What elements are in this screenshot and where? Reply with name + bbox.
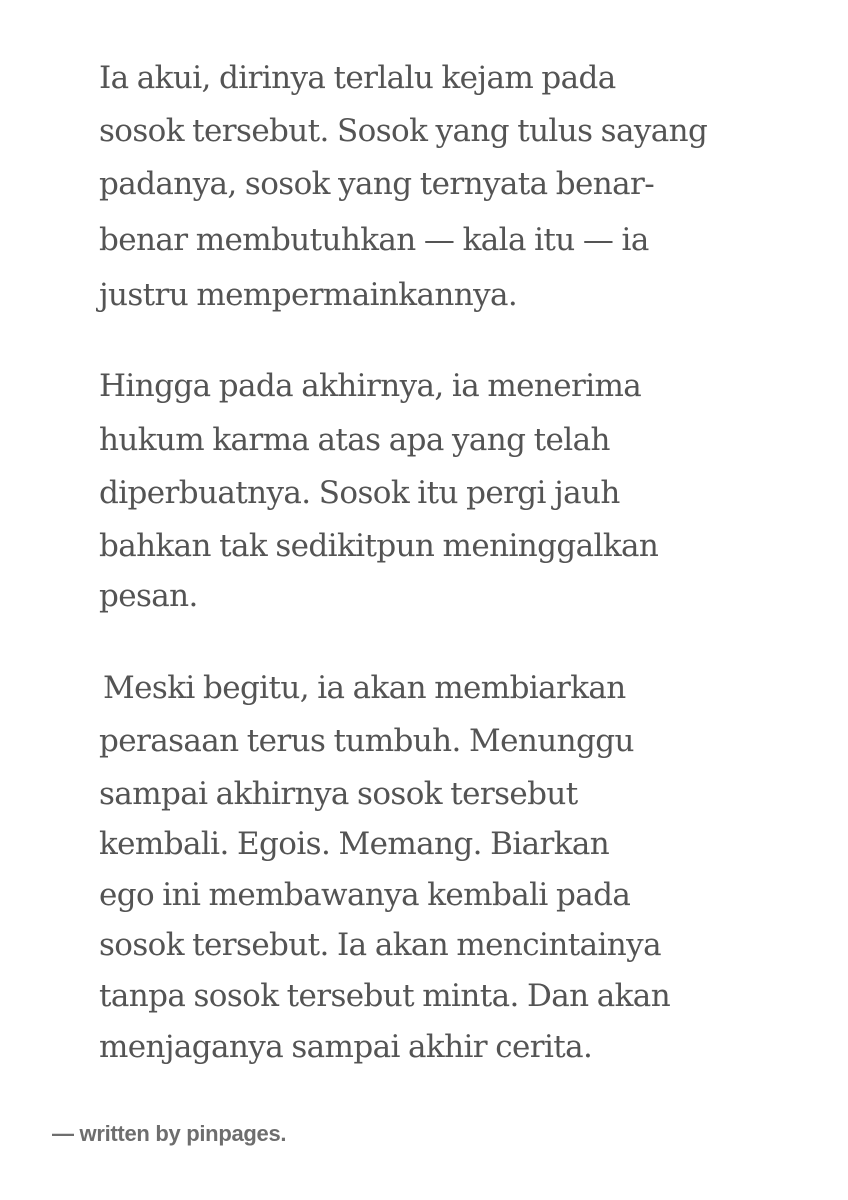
text-line: sampai akhirnya sosok tersebut	[99, 776, 578, 812]
text-line: padanya, sosok yang ternyata benar-	[99, 166, 655, 202]
text-line: sosok tersebut. Ia akan mencintainya	[99, 927, 661, 963]
text-line: benar membutuhkan — kala itu — ia	[99, 222, 649, 258]
text-line: tanpa sosok tersebut minta. Dan akan	[99, 978, 671, 1014]
text-line: pesan.	[99, 578, 198, 614]
text-line: perasaan terus tumbuh. Menunggu	[99, 723, 634, 759]
text-line: bahkan tak sedikitpun meninggalkan	[99, 528, 659, 564]
text-line: ego ini membawanya kembali pada	[99, 877, 631, 913]
text-line: diperbuatnya. Sosok itu pergi jauh	[99, 475, 620, 511]
text-line: Hingga pada akhirnya, ia menerima	[99, 368, 642, 404]
author-signature: — written by pinpages.	[52, 1121, 287, 1146]
text-line: kembali. Egois. Memang. Biarkan	[99, 826, 610, 862]
text-line: Meski begitu, ia akan membiarkan	[103, 670, 626, 706]
text-line: hukum karma atas apa yang telah	[99, 422, 610, 458]
text-line: Ia akui, dirinya terlalu kejam pada	[99, 60, 616, 96]
text-line: menjaganya sampai akhir cerita.	[99, 1029, 593, 1065]
text-line: sosok tersebut. Sosok yang tulus sayang	[99, 113, 708, 149]
text-line: justru mempermainkannya.	[99, 277, 518, 313]
